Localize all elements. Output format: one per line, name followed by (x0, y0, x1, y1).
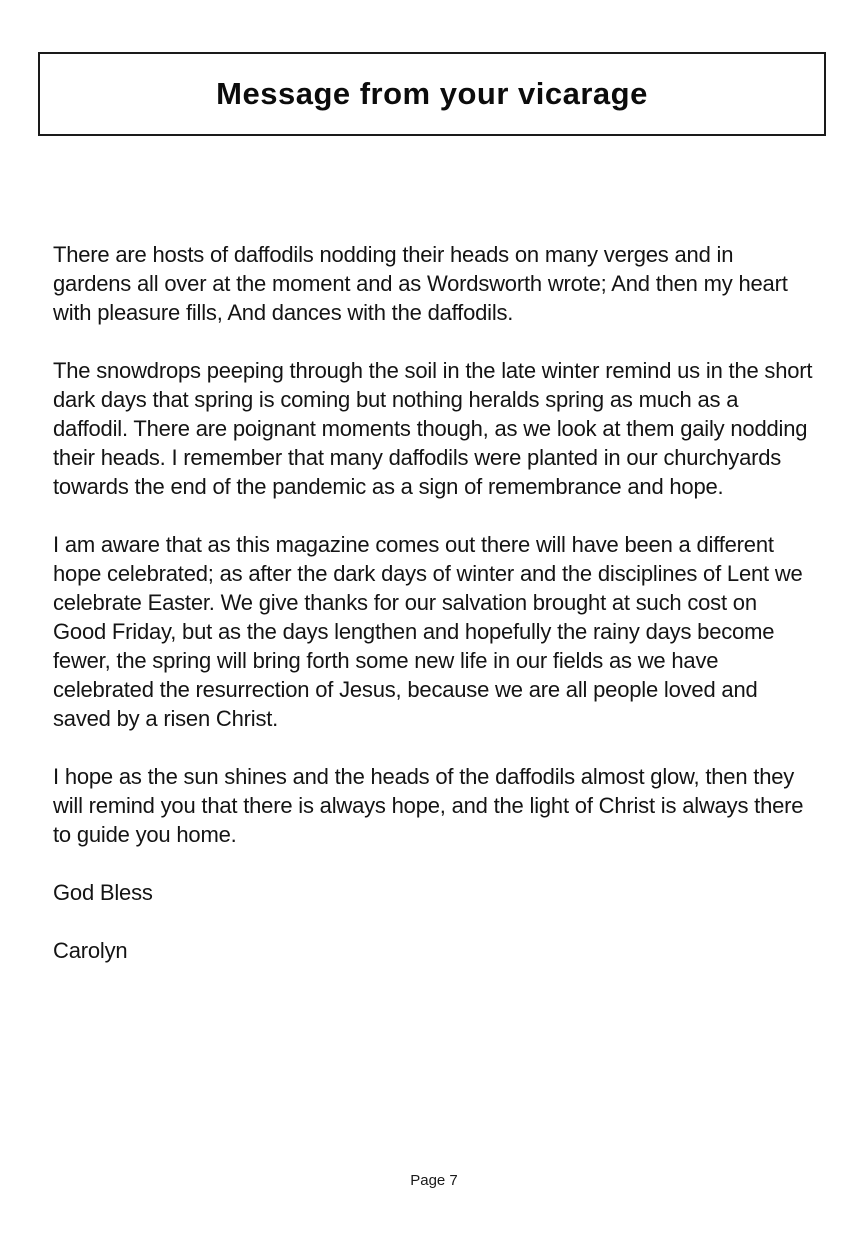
page-number: Page 7 (410, 1172, 458, 1189)
paragraph-easter: I am aware that as this magazine comes out there will have been a different hope celebrated; as after the dark days of winter and the disciplines of Lent we celebrate Easter. We give thanks for our salvation brought at such cost on Good Friday, but as the days lengthen and hopefully the rainy days become fewer, the spring will bring forth some new life in our fields as we have celebrated the resurrection of Jesus, because we are all people loved and saved by a risen Christ. (53, 532, 803, 731)
title-box (38, 52, 826, 136)
page-title: Message from your vicarage (216, 76, 648, 111)
signature-line: Carolyn (53, 938, 128, 963)
paragraph-hope: I hope as the sun shines and the heads of the daffodils almost glow, then they will remind you that there is always hope, and the light of Christ is always there to guide you home. (53, 764, 804, 847)
article-body (53, 240, 813, 994)
paragraph-snowdrops: The snowdrops peeping through the soil in the late winter remind us in the short dark days that spring is coming but nothing heralds spring as much as a daffodil. There are poignant moments though, as we look at them gaily nodding their heads. I remember that many daffodils were planted in our churchyards towards the end of the pandemic as a sign of remembrance and hope. (53, 358, 813, 499)
page-footer (0, 1172, 868, 1190)
closing-line: God Bless (53, 880, 153, 905)
paragraph-daffodils: There are hosts of daffodils nodding their heads on many verges and in gardens all over at the moment and as Wordsworth wrote; And then my heart with pleasure fills, And dances with the daffodils. (53, 242, 788, 325)
